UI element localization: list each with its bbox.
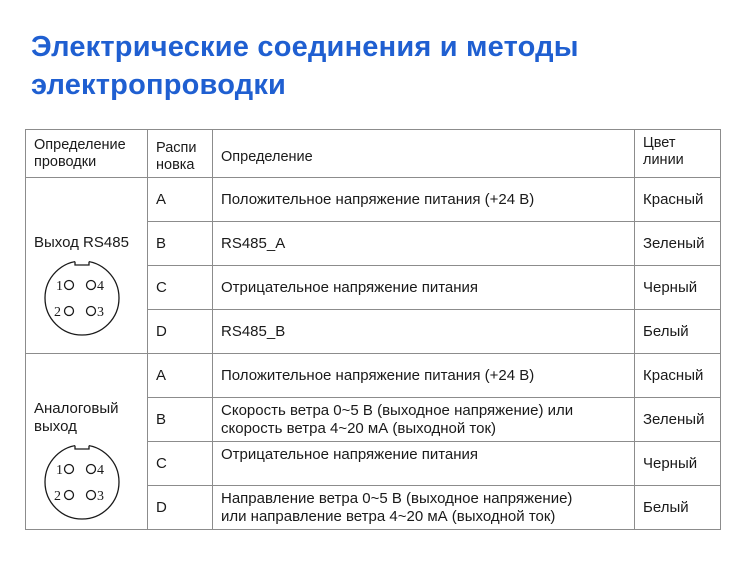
header-line-color-line-1: Цвет bbox=[643, 135, 676, 151]
connector-analog-icon bbox=[42, 442, 122, 522]
group-label: Выход RS485 bbox=[34, 233, 129, 251]
header-line-color bbox=[635, 130, 721, 178]
page-title bbox=[31, 28, 731, 104]
definition-cell bbox=[213, 398, 635, 442]
pin-4-label: 4 bbox=[97, 462, 104, 478]
page-title-line-1: Электрические соединения и методы bbox=[31, 31, 579, 63]
pin-cell: C bbox=[148, 266, 213, 310]
header-wire-definition-line-2: проводки bbox=[34, 154, 97, 170]
pin-cell: A bbox=[148, 178, 213, 222]
header-definition: Определение bbox=[213, 130, 635, 178]
group-analog-cell bbox=[26, 354, 148, 530]
wiring-table bbox=[25, 129, 721, 530]
group-label-line-1: Аналоговый bbox=[34, 399, 119, 417]
pin-cell: C bbox=[148, 442, 213, 486]
header-pinout-line-1: Распи bbox=[156, 140, 197, 156]
pin-3-label: 3 bbox=[97, 304, 104, 320]
pin-1-label: 1 bbox=[56, 278, 63, 294]
pin-cell: A bbox=[148, 354, 213, 398]
definition-cell: Отрицательное напряжение питания bbox=[213, 442, 635, 486]
definition-line-1: Скорость ветра 0~5 В (выходное напряжение) или bbox=[221, 401, 574, 419]
header-wire-definition-line-1: Определение bbox=[34, 137, 126, 153]
header-wire-definition bbox=[26, 130, 148, 178]
group-rs485-cell bbox=[26, 178, 148, 354]
definition-line-2: скорость ветра 4~20 мА (выходной ток) bbox=[221, 419, 497, 437]
definition-line-2: или направление ветра 4~20 мА (выходной ток) bbox=[221, 507, 556, 525]
group-label-line-2: выход bbox=[34, 417, 77, 435]
color-cell: Черный bbox=[635, 266, 721, 310]
definition-cell: Положительное напряжение питания (+24 В) bbox=[213, 178, 635, 222]
pin-1-label: 1 bbox=[56, 462, 63, 478]
table-row bbox=[26, 354, 721, 398]
pin-4-label: 4 bbox=[97, 278, 104, 294]
definition-cell: Положительное напряжение питания (+24 В) bbox=[213, 354, 635, 398]
group-label bbox=[34, 400, 139, 436]
header-pinout-line-2: новка bbox=[156, 157, 195, 173]
color-cell: Красный bbox=[635, 354, 721, 398]
definition-cell bbox=[213, 486, 635, 530]
color-cell: Зеленый bbox=[635, 398, 721, 442]
pin-2-label: 2 bbox=[54, 304, 61, 320]
pin-3-label: 3 bbox=[97, 488, 104, 504]
header-line-color-line-2: линии bbox=[643, 152, 684, 168]
color-cell: Красный bbox=[635, 178, 721, 222]
table-header-row bbox=[26, 130, 721, 178]
color-cell: Белый bbox=[635, 310, 721, 354]
color-cell: Зеленый bbox=[635, 222, 721, 266]
header-pinout bbox=[148, 130, 213, 178]
definition-cell: Отрицательное напряжение питания bbox=[213, 266, 635, 310]
pin-cell: B bbox=[148, 222, 213, 266]
definition-cell: RS485_A bbox=[213, 222, 635, 266]
color-cell: Белый bbox=[635, 486, 721, 530]
connector-rs485-icon bbox=[42, 258, 122, 338]
pin-cell: D bbox=[148, 486, 213, 530]
pin-2-label: 2 bbox=[54, 488, 61, 504]
definition-line-1: Направление ветра 0~5 В (выходное напряжение) bbox=[221, 489, 573, 507]
table-row bbox=[26, 178, 721, 222]
pin-cell: B bbox=[148, 398, 213, 442]
page-title-line-2: электропроводки bbox=[31, 69, 287, 101]
pin-cell: D bbox=[148, 310, 213, 354]
color-cell: Черный bbox=[635, 442, 721, 486]
definition-cell: RS485_B bbox=[213, 310, 635, 354]
